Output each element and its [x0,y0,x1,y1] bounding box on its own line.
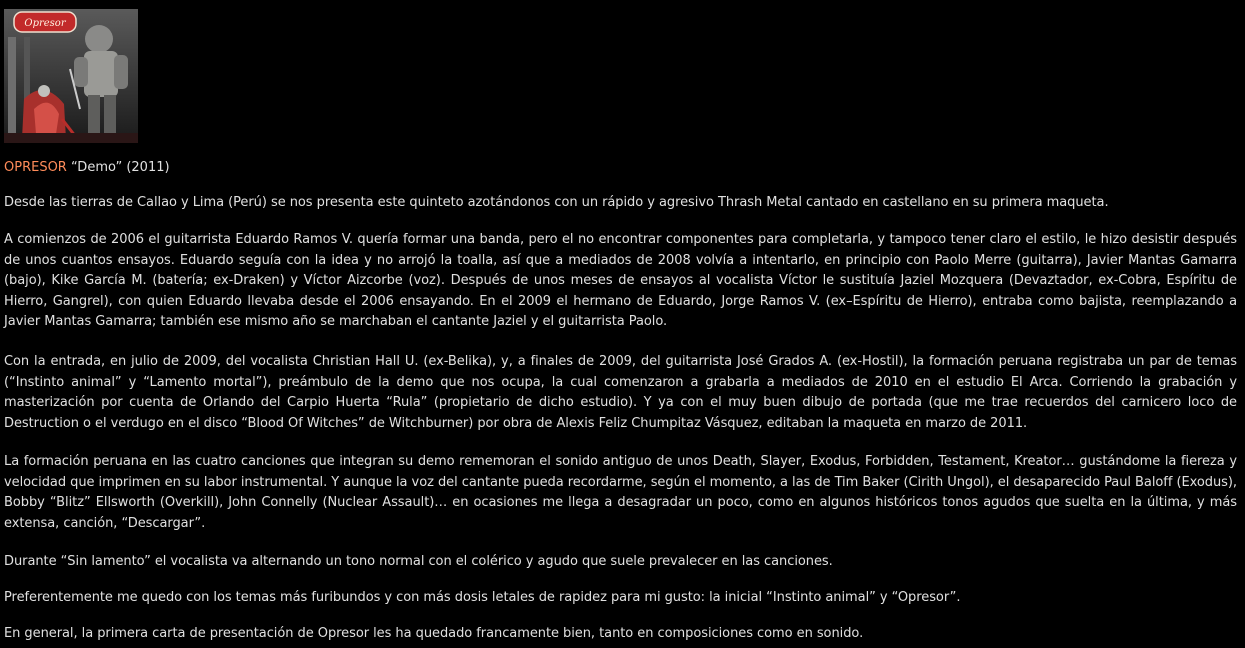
album-cover-artwork [4,9,138,143]
paragraph-favorites: Preferentemente me quedo con los temas más furibundos y con más dosis letales de rapidez para mi gusto: la inicial “Instinto animal” y “Opresor”. [4,590,961,605]
paragraph-history: A comienzos de 2006 el guitarrista Eduardo Ramos V. quería formar una banda, pero el no encontrar componentes para completarla, y tampoco tener claro el estilo, le hizo desistir después de unos cuantos ensayos. Eduardo seguía con la idea y no arrojó la toalla, así que a mediados de 2008 volvía a intentarlo, en principio con Paolo Merre (guitarra), Javier Mantas Gamarra (bajo), Kike García M. (batería; ex-Draken) y Víctor Aizcorbe (voz). Después de unos meses de ensayos al vocalista Víctor le sustituía Jaziel Mozquera (Devaztador, ex-Cobra, Espíritu de Hierro, Gangrel), con quien Eduardo llevaba desde el 2006 ensayando. En el 2009 el hermano de Eduardo, Jorge Ramos V. (ex–Espíritu de Hierro), entraba como bajista, reemplazando a Javier Mantas Gamarra; también ese mismo año se marchaban el cantante Jaziel y el guitarrista Paolo. [4,232,1237,329]
paragraph-conclusion: En general, la primera carta de presentación de Opresor les ha quedado francamente bien, tanto en composiciones como en sonido. [4,626,864,641]
release-title: “Demo” (2011) [66,160,170,175]
album-cover-image [4,9,138,143]
paragraph-sound: La formación peruana en las cuatro canciones que integran su demo rememoran el sonido antiguo de unos Death, Slayer, Exodus, Forbidden, Testament, Kreator… gustándome la fiereza y velocidad que imprimen en su labor instrumental. Y aunque la voz del cantante pueda recordarme, según el momento, a las de Tim Baker (Cirith Ungol), el desaparecido Paul Baloff (Exodus), Bobby “Blitz” Ellsworth (Overkill), John Connelly (Nuclear Assault)… en ocasiones me llega a desagradar un poco, como en algunos históricos tonos agudos que suelta en la última, y más extensa, canción, “Descargar”. [4,454,1237,531]
paragraph-recording: Con la entrada, en julio de 2009, del vocalista Christian Hall U. (ex-Belika), y, a finales de 2009, del guitarrista José Grados A. (ex-Hostil), la formación peruana registraba un par de temas (“Instinto animal” y “Lamento mortal”), preámbulo de la demo que nos ocupa, la cual comenzaron a grabarla a mediados de 2010 en el estudio El Arca. Corriendo la grabación y masterización por cuenta de Orlando del Carpio Huerta “Rula” (propietario de dicho estudio). Y ya con el muy buen dibujo de portada (que me trae recuerdos del carnicero loco de Destruction o el verdugo en el disco “Blood Of Witches” de Witchburner) por obra de Alexis Feliz Chumpitaz Vásquez, editaban la maqueta en marzo de 2011. [4,354,1237,431]
cover-logo-text: Opresor [24,18,66,29]
band-name: OPRESOR [4,160,67,175]
paragraph-sin-lamento: Durante “Sin lamento” el vocalista va alternando un tono normal con el colérico y agudo que suele prevalecer en las canciones. [4,554,833,569]
review-headline [4,158,170,178]
paragraph-intro: Desde las tierras de Callao y Lima (Perú) se nos presenta este quinteto azotándonos con un rápido y agresivo Thrash Metal cantado en castellano en su primera maqueta. [4,195,1109,210]
